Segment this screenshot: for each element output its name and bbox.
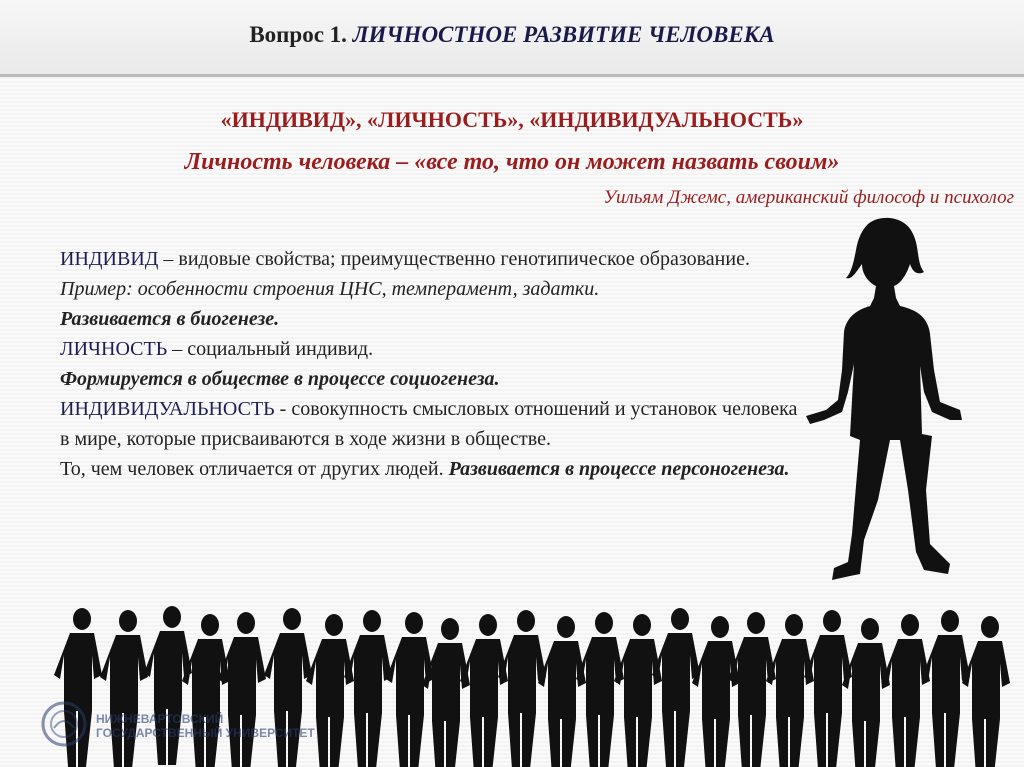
definitions-text — [60, 244, 800, 484]
person-silhouette — [498, 610, 546, 767]
individualnost-definition: - совокупность смысловых отношений и установок человека в мире, которые присваиваются в ходе жизни в обществе. — [60, 398, 798, 450]
individ-paragraph — [60, 244, 800, 304]
individ-example: Пример: особенности строения ЦНС, темперамент, задатки. — [60, 278, 600, 300]
person-silhouette — [962, 616, 1010, 767]
individ-development: Развивается в биогенезе. — [60, 308, 280, 330]
person-silhouette — [386, 612, 434, 767]
header-divider — [0, 74, 1024, 77]
term-individ: ИНДИВИД — [60, 248, 159, 270]
individualnost-note: То, чем человек отличается от других людей. — [60, 458, 449, 480]
title-text: ЛИЧНОСТНОЕ РАЗВИТИЕ ЧЕЛОВЕКА — [352, 22, 775, 47]
person-silhouette — [804, 610, 852, 767]
individ-definition: – видовые свойства; преимущественно генотипическое образование. — [158, 248, 750, 270]
person-silhouette — [728, 612, 776, 767]
quote-text: Личность человека – «все то, что он может назвать своим» — [184, 149, 840, 175]
person-silhouette — [614, 614, 662, 767]
individualnost-paragraph — [60, 394, 800, 454]
lichnost-development: Формируется в обществе в процессе социогенеза. — [60, 368, 500, 390]
individualnost-note-paragraph — [60, 454, 800, 484]
lichnost-definition: – социальный индивид. — [167, 338, 374, 360]
person-silhouette — [422, 618, 470, 767]
person-silhouette — [218, 612, 266, 767]
person-silhouette — [344, 610, 392, 767]
crowd-silhouettes — [0, 605, 1024, 767]
person-silhouette — [922, 610, 970, 767]
university-name — [96, 712, 315, 740]
person-silhouette — [766, 614, 814, 767]
person-silhouette — [306, 614, 354, 767]
person-silhouette — [538, 616, 586, 767]
person-silhouette — [842, 618, 890, 767]
person-silhouette — [100, 610, 148, 767]
term-lichnost: ЛИЧНОСТЬ — [60, 338, 168, 360]
university-name-line1: НИЖНЕВАРТОВСКИЙ — [96, 712, 224, 726]
person-silhouette — [576, 612, 624, 767]
person-silhouette — [652, 608, 700, 767]
university-name-line2: ГОСУДАРСТВЕННЫЙ УНИВЕРСИТЕТ — [96, 726, 315, 740]
person-silhouette — [882, 614, 930, 767]
individualnost-development: Развивается в процессе персоногенеза. — [448, 458, 790, 480]
lichnost-paragraph — [60, 334, 800, 364]
slide-title — [0, 22, 1024, 48]
woman-silhouette — [800, 214, 970, 594]
term-individualnost: ИНДИВИДУАЛЬНОСТЬ — [60, 398, 275, 420]
quote-author: Уильям Джемс, американский философ и психолог — [603, 187, 1014, 208]
subtitle: «ИНДИВИД», «ЛИЧНОСТЬ», «ИНДИВИДУАЛЬНОСТЬ» — [220, 107, 804, 132]
person-silhouette — [460, 614, 508, 767]
person-silhouette — [692, 616, 740, 767]
university-logo-icon — [40, 700, 88, 748]
person-silhouette — [182, 614, 230, 767]
person-silhouette — [144, 606, 192, 765]
question-number: Вопрос 1. — [249, 22, 347, 47]
person-silhouette — [264, 608, 312, 767]
